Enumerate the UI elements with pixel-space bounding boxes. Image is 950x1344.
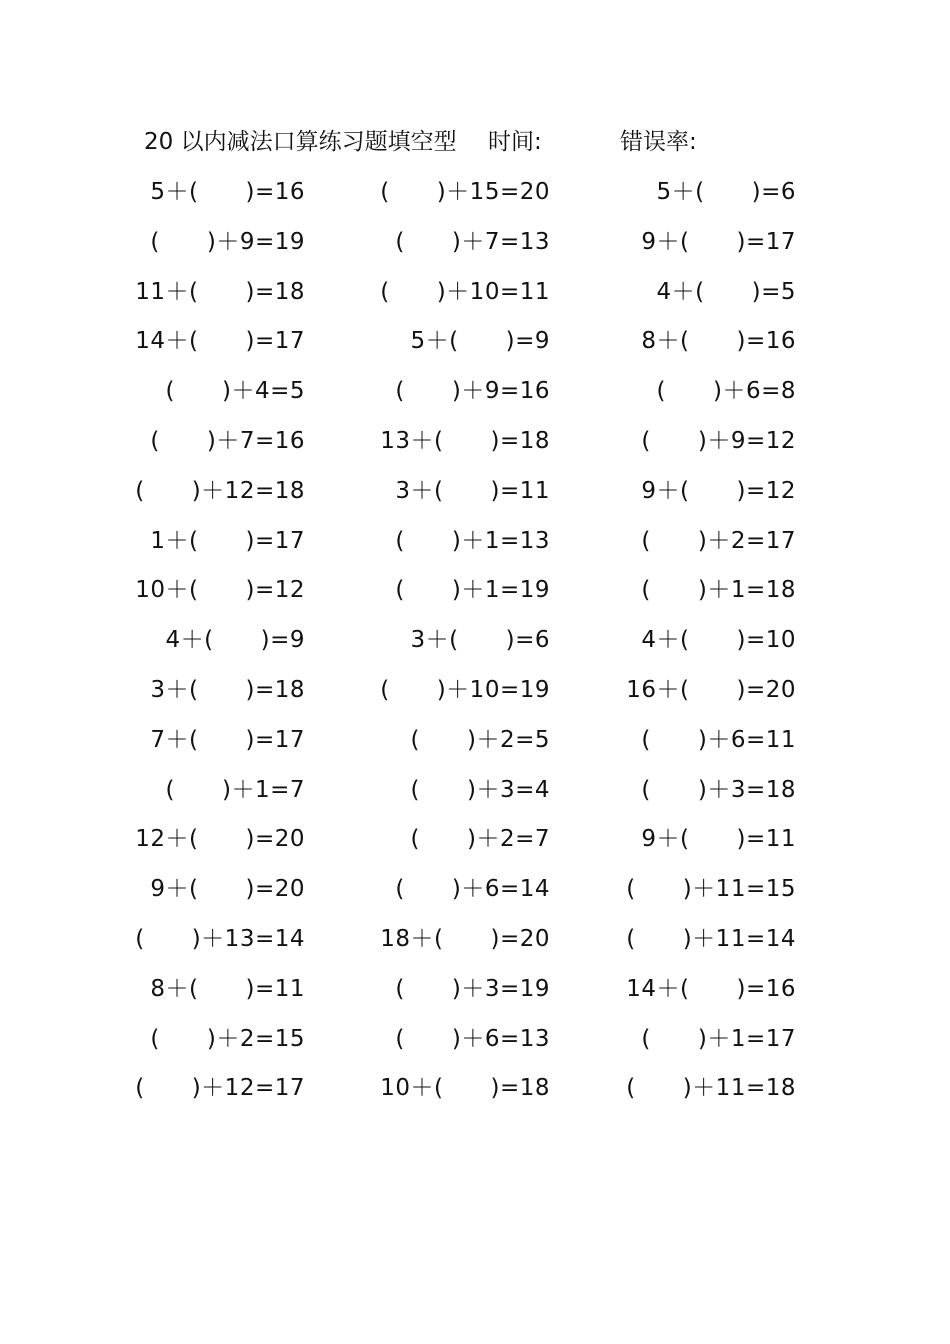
exercise-item: ( )＋2=5 xyxy=(410,726,550,753)
exercise-item: 9＋( )=12 xyxy=(641,477,796,504)
exercise-item: 9＋( )=17 xyxy=(641,228,796,255)
exercise-item: 13＋( )=18 xyxy=(380,427,550,454)
exercise-item: ( )＋11=15 xyxy=(626,876,796,903)
exercise-item: 8＋( )=11 xyxy=(150,975,305,1002)
exercise-item: 4＋( )=10 xyxy=(641,627,796,654)
exercise-row xyxy=(0,971,950,1021)
exercise-item: 3＋( )=18 xyxy=(150,676,305,703)
exercise-item: ( )＋1=17 xyxy=(641,1025,796,1052)
exercise-row xyxy=(0,772,950,822)
exercise-row xyxy=(0,323,950,373)
exercise-row xyxy=(0,373,950,423)
exercise-row xyxy=(0,1070,950,1120)
exercise-item: 5＋( )=9 xyxy=(410,328,550,355)
exercise-row xyxy=(0,572,950,622)
exercise-item: ( )＋6=14 xyxy=(395,876,550,903)
exercise-item: ( )＋6=13 xyxy=(395,1025,550,1052)
exercise-item: 5＋( )=6 xyxy=(656,179,796,205)
exercise-item: ( )＋2=15 xyxy=(150,1025,305,1052)
exercise-row xyxy=(0,672,950,722)
exercise-item: 10＋( )=12 xyxy=(135,577,305,604)
exercise-item: ( )＋1=19 xyxy=(395,577,550,604)
exercise-item: ( )＋9=12 xyxy=(641,427,796,454)
exercise-item: ( )＋12=18 xyxy=(135,477,305,504)
exercise-item: ( )＋3=4 xyxy=(410,776,550,803)
exercise-item: ( )＋3=18 xyxy=(641,776,796,803)
exercise-row xyxy=(0,821,950,871)
exercise-item: 9＋( )=20 xyxy=(150,876,305,903)
exercise-item: ( )＋9=16 xyxy=(395,378,550,405)
exercise-item: ( )＋1=13 xyxy=(395,527,550,554)
exercise-item: 5＋( )=16 xyxy=(150,179,305,205)
exercise-item: 12＋( )=20 xyxy=(135,826,305,853)
exercise-item: 1＋( )=17 xyxy=(150,527,305,554)
exercise-row xyxy=(0,722,950,772)
exercise-item: ( )＋12=17 xyxy=(135,1075,305,1102)
exercise-item: ( )＋6=8 xyxy=(656,378,796,405)
exercise-item: 7＋( )=17 xyxy=(150,726,305,753)
error-rate-label: 错误率: xyxy=(620,129,697,155)
exercise-item: ( )＋7=13 xyxy=(395,228,550,255)
exercise-item: 14＋( )=16 xyxy=(626,975,796,1002)
exercise-item: 10＋( )=18 xyxy=(380,1075,550,1102)
exercise-item: ( )＋11=18 xyxy=(626,1075,796,1102)
exercise-item: 18＋( )=20 xyxy=(380,925,550,952)
exercise-row xyxy=(0,274,950,324)
exercise-item: ( )＋10=19 xyxy=(380,676,550,703)
exercise-item: ( )＋4=5 xyxy=(165,378,305,405)
exercise-item: ( )＋6=11 xyxy=(641,726,796,753)
exercise-item: ( )＋15=20 xyxy=(380,179,550,205)
exercise-item: ( )＋7=16 xyxy=(150,427,305,454)
time-label: 时间: xyxy=(488,129,542,155)
exercise-row xyxy=(0,224,950,274)
exercise-item: ( )＋2=7 xyxy=(410,826,550,853)
exercise-item: ( )＋9=19 xyxy=(150,228,305,255)
exercise-grid xyxy=(0,174,950,1120)
exercise-item: ( )＋10=11 xyxy=(380,278,550,305)
exercise-item: ( )＋1=7 xyxy=(165,776,305,803)
exercise-row xyxy=(0,1021,950,1071)
exercise-item: 9＋( )=11 xyxy=(641,826,796,853)
exercise-item: ( )＋13=14 xyxy=(135,925,305,952)
exercise-item: 16＋( )=20 xyxy=(626,676,796,703)
exercise-row xyxy=(0,871,950,921)
exercise-item: 8＋( )=16 xyxy=(641,328,796,355)
exercise-item: 4＋( )=9 xyxy=(165,627,305,654)
exercise-row xyxy=(0,622,950,672)
exercise-row xyxy=(0,523,950,573)
exercise-item: ( )＋11=14 xyxy=(626,925,796,952)
exercise-row xyxy=(0,921,950,971)
worksheet-header xyxy=(144,124,844,160)
exercise-item: ( )＋3=19 xyxy=(395,975,550,1002)
exercise-row xyxy=(0,423,950,473)
exercise-item: 4＋( )=5 xyxy=(656,278,796,305)
exercise-row xyxy=(0,473,950,523)
exercise-item: 3＋( )=11 xyxy=(395,477,550,504)
exercise-item: 3＋( )=6 xyxy=(410,627,550,654)
exercise-item: ( )＋1=18 xyxy=(641,577,796,604)
exercise-item: 11＋( )=18 xyxy=(135,278,305,305)
worksheet-title: 20 以内减法口算练习题填空型 xyxy=(144,129,457,155)
exercise-row xyxy=(0,174,950,224)
exercise-item: ( )＋2=17 xyxy=(641,527,796,554)
exercise-item: 14＋( )=17 xyxy=(135,328,305,355)
